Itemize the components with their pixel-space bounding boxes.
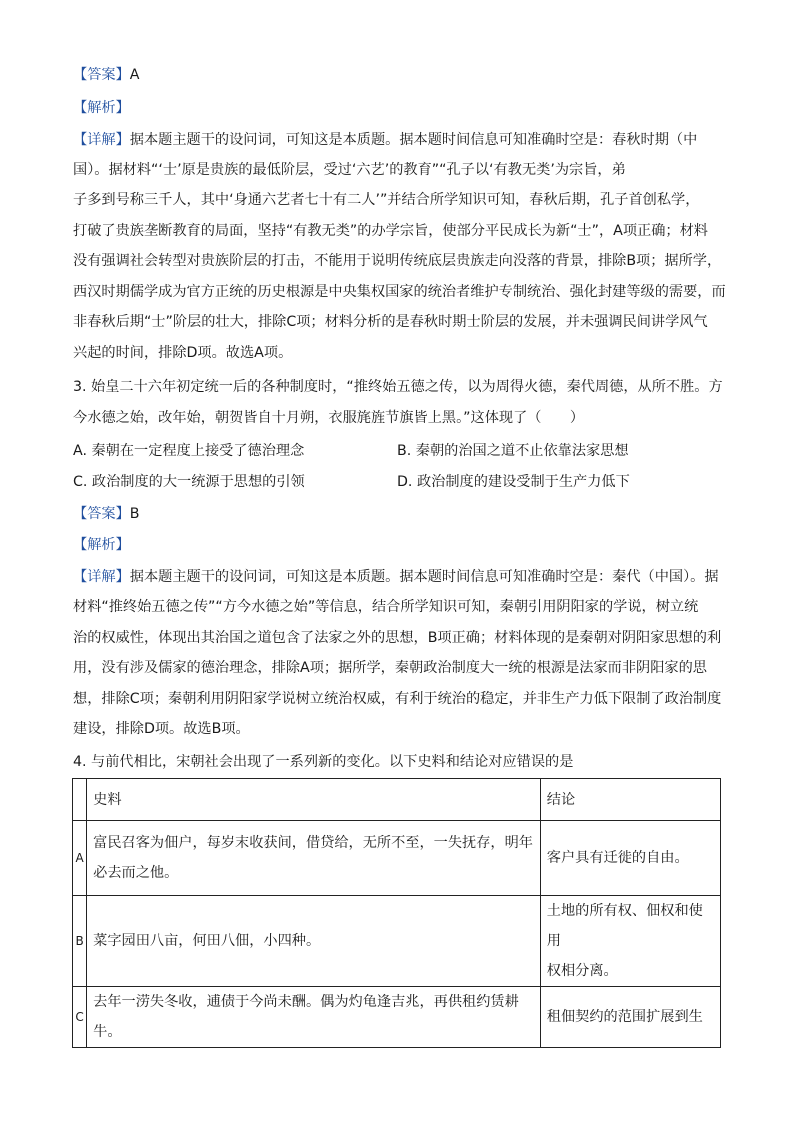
table-row bbox=[73, 821, 721, 896]
row-source: 菜字园田八亩，何田八佃，小四种。 bbox=[87, 896, 541, 987]
detail-label: 【详解】 bbox=[73, 569, 130, 585]
header-source: 史料 bbox=[87, 779, 541, 821]
q3-detail-line: 治的权威性，体现出其治国之道包含了法家之外的思想，B项正确；材料体现的是秦朝对阴阳家思想的利 bbox=[73, 630, 722, 646]
q3-detail-line: 用，没有涉及儒家的德治理念，排除A项；据所学，秦朝政治制度大一统的根源是法家而非阴阳家的思 bbox=[73, 660, 707, 676]
q3-stem-line: 今水德之始，改年始，朝贺皆自十月朔，衣服旄旌节旗皆上黑。”这体现了（ ） bbox=[73, 410, 585, 426]
row-label: A bbox=[73, 821, 87, 896]
answer-label: 【答案】 bbox=[73, 506, 130, 522]
table-header-row bbox=[73, 779, 721, 821]
q2-detail-line: 非春秋后期“士”阶层的壮大，排除C项；材料分析的是春秋时期士阶层的发展，并未强调民间讲学风气 bbox=[73, 314, 708, 330]
q2-detail-line: 【详解】据本题主题干的设问词，可知这是本质题。据本题时间信息可知准确时空是：春秋时期（中 bbox=[73, 132, 698, 148]
row-conclusion: 租佃契约的范围扩展到生 bbox=[540, 987, 720, 1048]
q3-stem-line: 3. 始皇二十六年初定统一后的各种制度时，“推终始五德之传，以为周得火德，秦代周德，从所不胜。方 bbox=[73, 379, 723, 395]
answer-value: A bbox=[129, 67, 140, 83]
q2-analysis-label: 【解析】 bbox=[73, 100, 130, 116]
table-row bbox=[73, 896, 721, 987]
answer-label: 【答案】 bbox=[73, 67, 130, 83]
q3-analysis-label: 【解析】 bbox=[73, 537, 130, 553]
q4-table bbox=[72, 778, 721, 1048]
row-conclusion: 土地的所有权、佃权和使用 权相分离。 bbox=[540, 896, 720, 987]
q3-detail-line: 想，排除C项；秦朝利用阴阳家学说树立统治权威，有利于统治的稳定，并非生产力低下限制了政治制度 bbox=[73, 691, 722, 707]
q2-detail-line: 子多到号称三千人，其中‘身通六艺者七十有二人’”并结合所学知识可知，春秋后期，孔子首创私学， bbox=[73, 192, 700, 208]
q3-answer bbox=[73, 504, 723, 524]
detail-label: 【详解】 bbox=[73, 132, 130, 148]
q3-option-b: B. 秦朝的治国之道不止依靠法家思想 bbox=[397, 443, 629, 459]
q3-option-d: D. 政治制度的建设受制于生产力低下 bbox=[397, 474, 630, 490]
q3-detail-line: 材料“推终始五德之传”“方今水德之始”等信息，结合所学知识可知，秦朝引用阴阳家的学说，树立统 bbox=[73, 599, 699, 615]
q2-detail-line: 国）。据材料“‘士’原是贵族的最低阶层，受过‘六艺’的教育”“孔子以‘有教无类’为宗旨，弟 bbox=[73, 162, 626, 178]
q3-detail-line: 【详解】据本题主题干的设问词，可知这是本质题。据本题时间信息可知准确时空是：秦代（中国）。据 bbox=[73, 569, 719, 585]
row-label: B bbox=[73, 896, 87, 987]
table-row bbox=[73, 987, 721, 1048]
q2-detail-line: 打破了贵族垄断教育的局面，坚持“有教无类”的办学宗旨，使部分平民成长为新“士”，A项正确；材料 bbox=[73, 223, 708, 239]
q3-option-c: C. 政治制度的大一统源于思想的引领 bbox=[73, 474, 305, 490]
header-label-cell bbox=[73, 779, 87, 821]
row-source: 富民召客为佃户，每岁末收获间，借贷给，无所不至，一失抚存，明年 必去而之他。 bbox=[87, 821, 541, 896]
q4-stem: 4. 与前代相比，宋朝社会出现了一系列新的变化。以下史料和结论对应错误的是 bbox=[73, 754, 574, 770]
q2-detail-line: 兴起的时间，排除D项。故选A项。 bbox=[73, 345, 293, 361]
q3-option-a: A. 秦朝在一定程度上接受了德治理念 bbox=[73, 443, 305, 459]
row-label: C bbox=[73, 987, 87, 1048]
row-source: 去年一涝失冬收，逋债于今尚未酬。偶为灼龟逢吉兆，再供租约赁耕牛。 bbox=[87, 987, 541, 1048]
q2-detail-line: 西汉时期儒学成为官方正统的历史根源是中央集权国家的统治者维护专制统治、强化封建等级的需要，而 bbox=[73, 284, 726, 300]
row-conclusion: 客户具有迁徙的自由。 bbox=[540, 821, 720, 896]
q2-answer bbox=[73, 65, 723, 85]
q3-detail-line: 建设，排除D项。故选B项。 bbox=[73, 721, 250, 737]
header-conclusion: 结论 bbox=[540, 779, 720, 821]
answer-value: B bbox=[129, 506, 140, 522]
q2-detail-line: 没有强调社会转型对贵族阶层的打击，不能用于说明传统底层贵族走向没落的背景，排除B项；据所学， bbox=[73, 253, 722, 269]
